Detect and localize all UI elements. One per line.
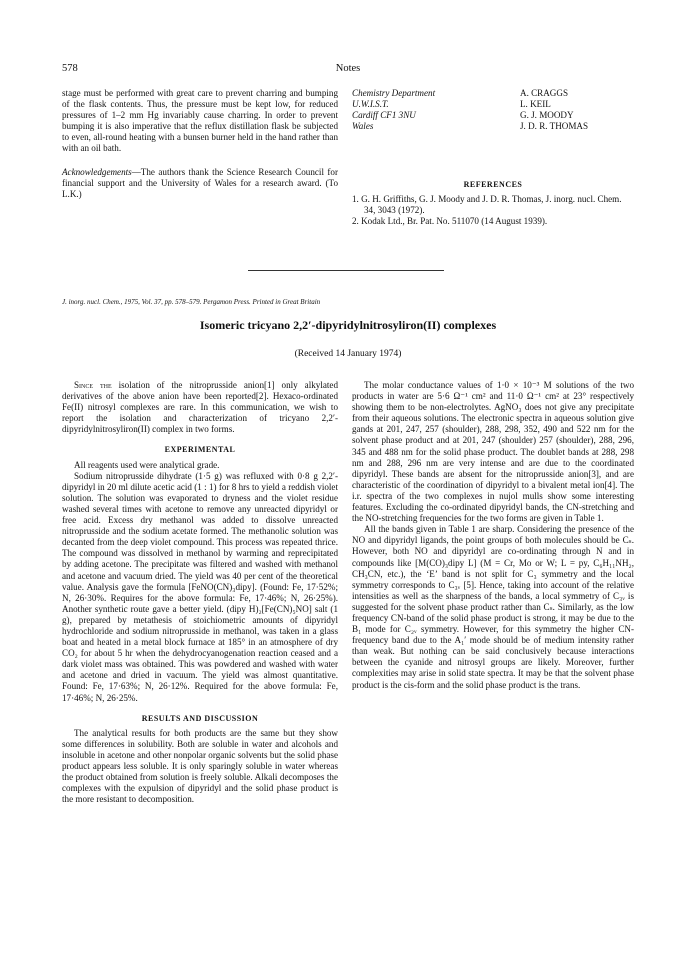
intro-lead: Since the xyxy=(74,380,112,390)
previous-note-column xyxy=(62,88,338,200)
experimental-heading: EXPERIMENTAL xyxy=(164,445,236,455)
continued-paragraph: stage must be performed with great care to prevent charring and bumping of the flask contents. Thus, the pressure must be kept low, for reduced pressures of 1–2 mm Hg invariably cause charring. In order to prevent bumping it is also imperative that the reflux distillation flask be subjected to even, all-round heating with a bunsen burner held in the hand rather than with an oil bath. xyxy=(62,88,338,154)
running-title: Notes xyxy=(335,63,361,74)
acknowledgements-text: —The authors thank the Science Research Council for financial support and the University of Wales for a research award. (To L.K.) xyxy=(62,166,338,199)
experimental-paragraph: Sodium nitroprusside dihydrate (1·5 g) was refluxed with 0·8 g 2,2′-dipyridyl in 20 ml dilute acetic acid (1 : 1) for 8 hrs to yield a reddish violet solution. The solution was evaporated to dryness and the violet residue washed several times with acetone to remove any unreacted dipyridyl or free acid. Excess dry methanol was added to dissolve unreacted nitroprusside and the sodium acetate formed. The methanolic solution was decanted from the deep violet compound. This process was repeated thrice. The compound was dissolved in methanol by warming and reprecipitated by adding acetone. The precipitate was filtered and washed with methanol and acetone and vacuum dried. The yield was 40 per cent of the theoretical value. Analysis gave the formula [FeNO(CN)₃dipy]. (Found: Fe, 17·52%; N, 26·30%. Requires for the above formula: Fe, 17·46%; N, 26·25%). Another synthetic route gave a better yield. (dipy H)₂[Fe(CN)₅NO] salt (1 g), prepared by metathesis of stoichiometric amounts of dipyridyl hydrochloride and sodium nitroprusside in methanol, was taken in a glass boat and heated in a metal block furnace at 185° in an atmosphere of dry CO₂ for about 5 hr when the dehydrocyanogenation reaction ceased and a dark violet mass was obtained. This was powdered and washed with water and acetone and dried in vacuum. The yield was almost quantitative. Found: Fe, 17·63%; N, 26·12%. Required for the above formula: Fe, 17·46%; N, 26·25%. xyxy=(62,470,338,703)
references-heading: REFERENCES xyxy=(463,180,523,189)
intro-paragraph xyxy=(62,380,338,435)
author-name: A. CRAGGS xyxy=(520,88,569,98)
acknowledgements xyxy=(62,167,338,200)
affiliation-line: Chemistry Department xyxy=(352,88,436,98)
experimental-paragraph: All reagents used were analytical grade. xyxy=(74,459,220,470)
authors xyxy=(520,88,588,132)
results-paragraph: The analytical results for both products are the same but they show some differences in solubility. Both are soluble in water and alcohols and insoluble in acetone and other nonpolar organic solvents but the solid phase product appears less soluble. It is only sparingly soluble in water whereas the product obtained from solution is freely soluble. Alkali decomposes the complexes with the expulsion of dipyridyl and the solid phase product is the more resistant to decomposition. xyxy=(62,727,338,805)
reference-item: 2. Kodak Ltd., Br. Pat. No. 511070 (14 August 1939). xyxy=(352,216,548,227)
affiliation xyxy=(352,88,435,132)
author-name: G. J. MOODY xyxy=(520,110,574,121)
section-divider xyxy=(248,270,444,271)
article-left-column xyxy=(62,380,338,805)
author-name: L. KEIL xyxy=(520,99,551,110)
results-heading: RESULTS AND DISCUSSION xyxy=(141,713,259,723)
received-date: (Received 14 January 1974) xyxy=(294,349,402,359)
affiliation-line: Cardiff CF1 3NU xyxy=(352,110,416,121)
results-paragraph: All the bands given in Table 1 are sharp. Considering the presence of the NO and dipyridyl ligands, the point groups of both molecules should be Cₛ. However, both NO and dipyridyl are co-ordinating through N and in compounds like [M(CO)₃dipy L] (M = Cr, Mo or W; L = py, C₆H₁₁NH₂, CH₃CN, etc.), the ‘E’ band is not split for C₃ symmetry and the local symmetry corresponds to C₃ᵥ [5]. Hence, taking into account of the relative intensities as well as the sharpness of the bands, a local symmetry of C₃ᵥ is suggested for the solvent phase product rather than Cₛ. Similarly, as the low frequency CN-band of the solid phase product is strong, it may be due to the B₁ mode for C₂ᵥ symmetry. However, for this symmetry the higher CN-frequency band due to the A₁′ mode should be of medium intensity rather than weak. But nothing can be said conclusively because interactions between the cyanide and nitrosyl groups are likely. Moreover, further complexities may arise in solid state spectra. It may be that the solvent phase product is the cis-form and the solid phase product is the trans. xyxy=(352,524,634,690)
article-right-column xyxy=(352,380,634,691)
affiliation-line: U.W.I.S.T. xyxy=(352,99,389,110)
acknowledgements-label: Acknowledgements xyxy=(62,166,132,177)
results-paragraph: The molar conductance values of 1·0 × 10⁻³ M solutions of the two products in water are 5·6 Ω⁻¹ cm² and 11·0 Ω⁻¹ cm² at 23° respectively showing them to be non-electrolytes. AgNO₃ does not give any precipitate from their aqueous solutions. The electronic spectra in aqueous solution give gands at 201, 247, 257 (shoulder), 288, 298, 352, 490 and 522 nm for the solvent phase product and at 201, 247 (shoulder) 257 (shoulder), 288, 296, 345 and 488 nm for the solid phase product. The doublet bands at 288, 298 nm and 288, 296 nm are very intense and are due to the coordinated dipyridyl. These bands are absent for the nitroprusside anion[3], and are characteristic of the coordination of dipyridyl to a bivalent metal ion[4]. The i.r. spectra of the two complexes in nujol mulls show some interesting features. Excluding the co-ordinated dipyridyl bands, the CN-stretching and the NO-stretching frequencies for the two forms are given in Table 1. xyxy=(352,380,634,524)
author-name: J. D. R. THOMAS xyxy=(520,121,589,132)
page-number: 578 xyxy=(62,63,78,74)
intro-text: isolation of the nitroprusside anion[1] only alkylated derivatives of the above anion have been reported[2]. Hexaco-ordinated Fe(II) nitrosyl complexes are rare. In this communication, we wish to report the isolation and characterization of tricyano 2,2′-dipyridylnitrosyliron(II) complex in two forms. xyxy=(62,380,338,435)
citation-line: J. inorg. nucl. Chem., 1975, Vol. 37, pp. 578–579. Pergamon Press. Printed in Great Britain xyxy=(62,298,321,306)
affiliation-line: Wales xyxy=(352,121,374,132)
references-list xyxy=(352,194,634,227)
reference-item: 1. G. H. Griffiths, G. J. Moody and J. D. R. Thomas, J. inorg. nucl. Chem. 34, 3043 (1972). xyxy=(352,194,622,216)
article-title: Isomeric tricyano 2,2′-dipyridylnitrosyliron(II) complexes xyxy=(199,318,497,332)
